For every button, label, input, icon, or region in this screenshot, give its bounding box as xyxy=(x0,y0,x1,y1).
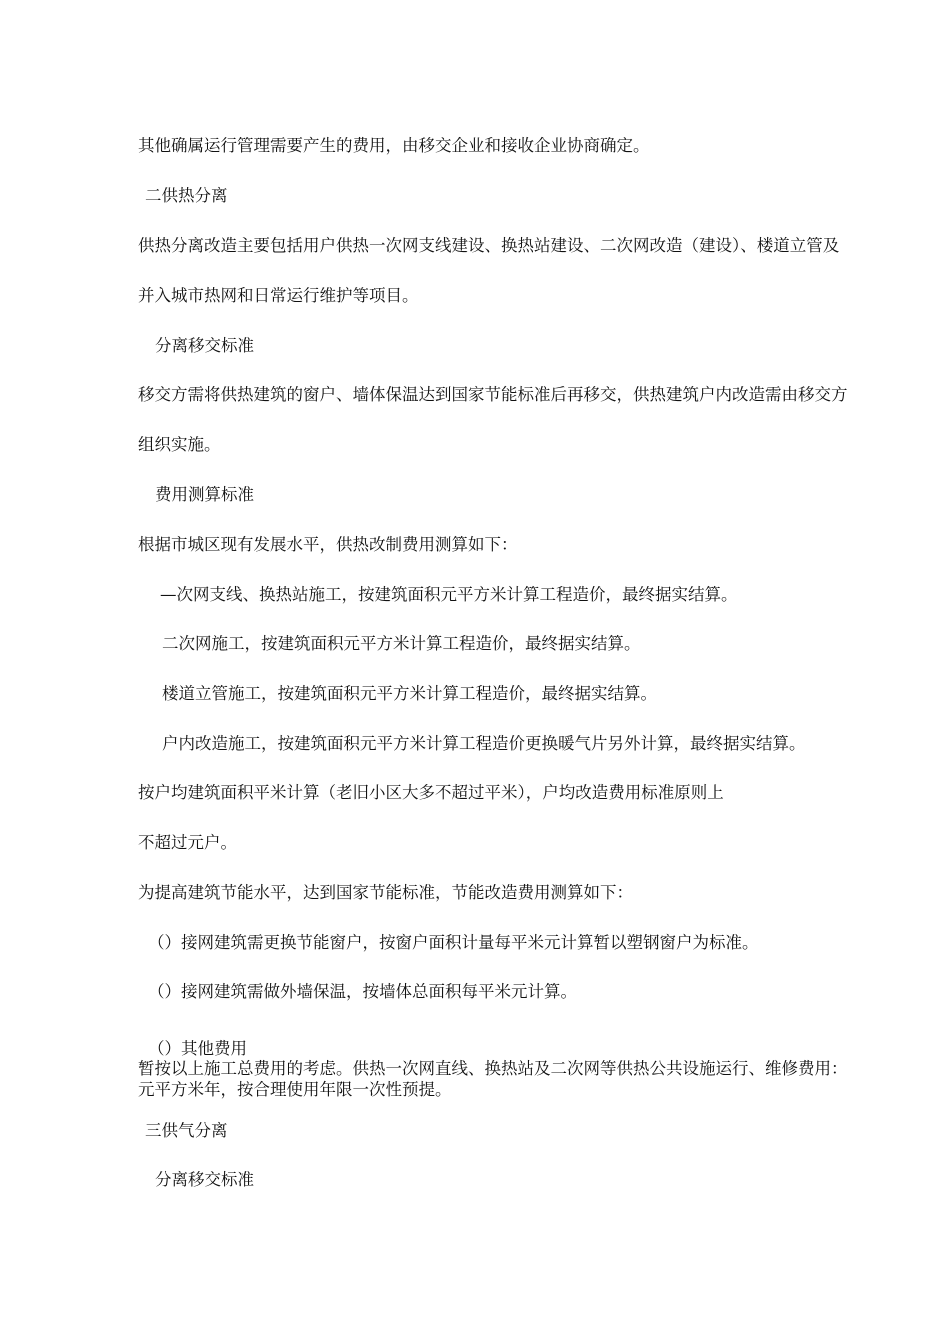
list-item: （）其他费用 xyxy=(148,1039,247,1058)
paragraph-line: 组织实施。 xyxy=(138,435,221,454)
list-item: （）接网建筑需更换节能窗户，按窗户面积计量每平米元计算暂以塑钢窗户为标准。 xyxy=(148,933,759,952)
paragraph-line: 并入城市热网和日常运行维护等项目。 xyxy=(138,286,419,305)
paragraph-line: 根据市城区现有发展水平，供热改制费用测算如下： xyxy=(138,535,518,554)
section-heading: 二供热分离 xyxy=(145,186,228,205)
subsection-heading: 分离移交标准 xyxy=(155,1170,254,1189)
paragraph-line: 其他确属运行管理需要产生的费用，由移交企业和接收企业协商确定。 xyxy=(138,136,650,155)
list-item: —次网支线、换热站施工，按建筑面积元平方米计算工程造价，最终据实结算。 xyxy=(160,585,738,604)
paragraph-line: 元平方米年，按合理使用年限一次性预提。 xyxy=(138,1080,452,1099)
list-item: 户内改造施工，按建筑面积元平方米计算工程造价更换暖气片另外计算，最终据实结算。 xyxy=(162,734,806,753)
list-item: 二次网施工，按建筑面积元平方米计算工程造价，最终据实结算。 xyxy=(162,634,641,653)
paragraph-line: 移交方需将供热建筑的窗户、墙体保温达到国家节能标准后再移交，供热建筑户内改造需由移交方 xyxy=(138,385,848,404)
paragraph-line: 供热分离改造主要包括用户供热一次网支线建设、换热站建设、二次网改造（建设）、楼道立管及 xyxy=(138,236,840,255)
paragraph-line: 不超过元户。 xyxy=(138,833,237,852)
paragraph-line: 暂按以上施工总费用的考虑。供热一次网直线、换热站及二次网等供热公共设施运行、维修费用： xyxy=(138,1059,848,1078)
subsection-heading: 分离移交标准 xyxy=(155,336,254,355)
section-heading: 三供气分离 xyxy=(145,1121,228,1140)
list-item: （）接网建筑需做外墙保温，按墙体总面积每平米元计算。 xyxy=(148,982,577,1001)
paragraph-line: 为提高建筑节能水平，达到国家节能标准，节能改造费用测算如下： xyxy=(138,883,633,902)
subsection-heading: 费用测算标准 xyxy=(155,485,254,504)
paragraph-line: 按户均建筑面积平米计算（老旧小区大多不超过平米），户均改造费用标准原则上 xyxy=(138,783,724,802)
list-item: 楼道立管施工，按建筑面积元平方米计算工程造价，最终据实结算。 xyxy=(162,684,657,703)
